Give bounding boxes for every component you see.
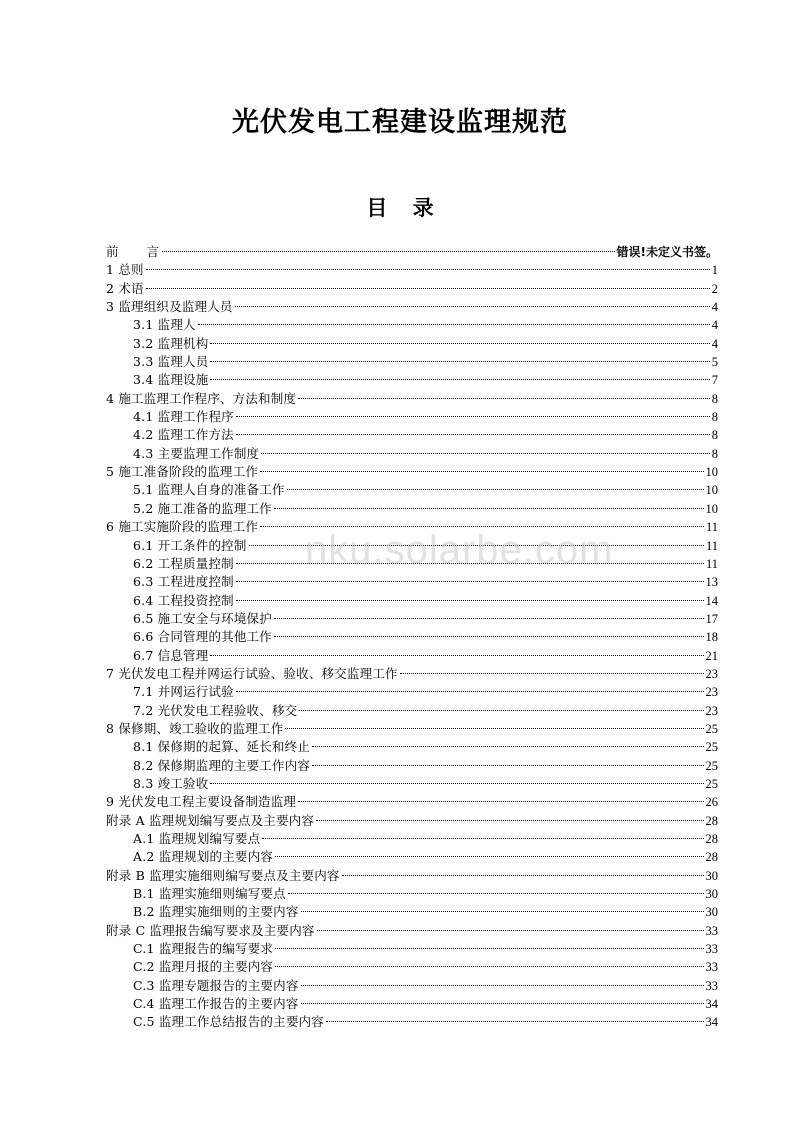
toc-entry-page: 4 [711, 318, 718, 333]
toc-entry-page: 34 [705, 997, 718, 1012]
toc-entry-label: 2 术语 [106, 280, 144, 296]
toc-entry-label: 3.4 监理设施 [133, 372, 209, 388]
toc-entry-label: C.5 监理工作总结报告的主要内容 [133, 1014, 324, 1030]
toc-entry-label: 6.6 合同管理的其他工作 [133, 629, 272, 645]
toc-entry[interactable] [106, 408, 718, 426]
toc-entry-label: C.1 监理报告的编写要求 [133, 941, 274, 957]
toc-entry-page: 8 [711, 391, 718, 406]
toc-leader-dots [298, 801, 703, 802]
toc-leader-dots [285, 728, 703, 729]
toc-leader-dots [400, 673, 704, 674]
toc-leader-dots [146, 269, 710, 270]
toc-leader-dots [236, 434, 710, 435]
toc-entry[interactable] [106, 885, 718, 903]
toc-entry[interactable] [106, 463, 718, 481]
toc-entry-page: 8 [711, 428, 718, 443]
toc-entry-page: 17 [705, 611, 718, 626]
toc-entry-label: 5.2 施工准备的监理工作 [133, 500, 272, 516]
toc-entry-page: 33 [705, 942, 718, 957]
toc-leader-dots [287, 489, 704, 490]
toc-entry[interactable] [106, 848, 718, 866]
toc-heading: 目 录 [366, 196, 434, 220]
toc-leader-dots [288, 893, 704, 894]
toc-entry-page: 33 [705, 923, 718, 938]
toc-leader-dots [236, 563, 704, 564]
toc-entry-page: 26 [705, 795, 718, 810]
toc-entry[interactable] [106, 610, 718, 628]
toc-entry-page: 4 [711, 300, 718, 315]
toc-leader-dots [275, 948, 703, 949]
toc-leader-dots [198, 324, 710, 325]
toc-entry-page: 34 [705, 1015, 718, 1030]
toc-leader-dots [236, 691, 704, 692]
toc-entry[interactable] [106, 775, 718, 793]
toc-entry[interactable] [106, 812, 718, 830]
toc-entry-label: 8 保修期、竣工验收的监理工作 [106, 720, 284, 736]
toc-leader-dots [301, 1003, 704, 1004]
toc-entry-page: 2 [711, 281, 718, 296]
toc-entry[interactable] [106, 702, 718, 720]
toc-leader-dots [236, 600, 704, 601]
toc-entry-page: 25 [705, 776, 718, 791]
toc-entry-page: 30 [705, 887, 718, 902]
toc-entry-page: 10 [705, 465, 718, 480]
toc-leader-dots [210, 783, 703, 784]
toc-entry[interactable] [106, 683, 718, 701]
toc-entry-label: A.2 监理规划的主要内容 [133, 849, 274, 865]
toc-entry-page: 错误!未定义书签。 [616, 245, 718, 259]
toc-leader-dots [326, 1021, 704, 1022]
toc-entry-page: 8 [711, 410, 718, 425]
toc-entry-label: 5.1 监理人自身的准备工作 [133, 482, 285, 498]
toc-entry-label: 6.5 施工安全与环境保护 [133, 610, 272, 626]
toc-leader-dots [260, 526, 704, 527]
toc-entry[interactable] [106, 958, 718, 976]
toc-leader-dots [312, 746, 703, 747]
toc-entry-label: B.1 监理实施细则编写要点 [133, 886, 286, 902]
toc-entry-page: 25 [705, 740, 718, 755]
toc-leader-dots [301, 985, 704, 986]
toc-entry-page: 25 [705, 721, 718, 736]
toc-entry-page: 25 [705, 758, 718, 773]
toc-entry-page: 14 [705, 593, 718, 608]
toc-entry[interactable] [106, 903, 718, 921]
toc-entry-label: 3.1 监理人 [133, 317, 196, 333]
toc-entry[interactable] [106, 261, 718, 279]
toc-leader-dots [298, 398, 710, 399]
toc-entry[interactable] [106, 537, 718, 555]
toc-entry[interactable] [106, 353, 718, 371]
toc-leader-dots [210, 361, 709, 362]
toc-entry[interactable] [106, 280, 718, 298]
toc-leader-dots [342, 875, 704, 876]
toc-entry-label: C.3 监理专题报告的主要内容 [133, 977, 299, 993]
toc-entry[interactable] [106, 500, 718, 518]
toc-entry-label: 前 言 [106, 244, 161, 259]
toc-entry[interactable] [106, 628, 718, 646]
toc-entry-label: 1 总则 [106, 262, 144, 278]
toc-entry-label: 7.2 光伏发电工程验收、移交 [133, 702, 298, 718]
toc-leader-dots [299, 710, 703, 711]
toc-entry-page: 28 [705, 813, 718, 828]
toc-entry-page: 11 [705, 538, 718, 553]
toc-entry[interactable] [106, 738, 718, 756]
toc-entry-label: B.2 监理实施细则的主要内容 [133, 904, 299, 920]
table-of-contents [106, 243, 718, 1032]
toc-entry[interactable] [106, 390, 718, 408]
document-title: 光伏发电工程建设监理规范 [232, 107, 568, 138]
toc-entry-page: 23 [705, 685, 718, 700]
toc-leader-dots [262, 838, 703, 839]
toc-leader-dots [210, 655, 703, 656]
toc-entry-label: A.1 监理规划编写要点 [133, 831, 261, 846]
toc-entry-label: 7 光伏发电工程并网运行试验、验收、移交监理工作 [106, 665, 398, 681]
toc-entry-label: 4.2 监理工作方法 [133, 427, 234, 443]
toc-leader-dots [274, 636, 704, 637]
toc-entry-label: 9 光伏发电工程主要设备制造监理 [106, 794, 297, 810]
toc-entry-label: C.4 监理工作报告的主要内容 [133, 996, 299, 1012]
toc-entry[interactable] [106, 995, 718, 1013]
toc-leader-dots [274, 508, 704, 509]
toc-entry-page: 30 [705, 868, 718, 883]
toc-leader-dots [316, 820, 703, 821]
toc-entry-page: 1 [711, 263, 718, 278]
toc-entry-label: 8.1 保修期的起算、延长和终止 [133, 739, 311, 755]
toc-entry-label: 6 施工实施阶段的监理工作 [106, 519, 259, 535]
toc-leader-dots [301, 911, 704, 912]
toc-entry-page: 18 [705, 630, 718, 645]
toc-entry[interactable] [106, 720, 718, 738]
toc-entry-label: 8.2 保修期监理的主要工作内容 [133, 757, 311, 773]
toc-entry-label: 8.3 竣工验收 [133, 775, 209, 791]
toc-leader-dots [312, 765, 703, 766]
toc-entry[interactable] [106, 647, 718, 665]
toc-leader-dots [162, 251, 615, 252]
toc-leader-dots [146, 288, 710, 289]
toc-leader-dots [275, 856, 703, 857]
toc-entry[interactable] [106, 426, 718, 444]
toc-entry-page: 28 [705, 832, 718, 846]
toc-entry-page: 13 [705, 575, 718, 590]
toc-leader-dots [274, 618, 704, 619]
toc-entry[interactable] [106, 867, 718, 885]
toc-entry-page: 11 [705, 556, 718, 571]
toc-entry-label: 6.7 信息管理 [133, 647, 209, 663]
toc-entry-page: 10 [705, 483, 718, 498]
toc-leader-dots [236, 581, 704, 582]
toc-leader-dots [210, 343, 709, 344]
toc-entry[interactable] [106, 1013, 718, 1031]
toc-entry-page: 8 [711, 446, 718, 461]
toc-entry[interactable] [106, 335, 718, 353]
toc-entry-label: 5 施工准备阶段的监理工作 [106, 464, 259, 480]
toc-entry-page: 21 [705, 648, 718, 663]
toc-entry[interactable] [106, 445, 718, 463]
toc-entry-label: 3.3 监理人员 [133, 354, 209, 370]
toc-entry-label: C.2 监理月报的主要内容 [133, 959, 274, 975]
toc-entry[interactable] [106, 757, 718, 775]
toc-entry[interactable] [106, 830, 718, 848]
toc-entry-page: 4 [711, 336, 718, 351]
toc-entry-label: 6.4 工程投资控制 [133, 592, 234, 608]
toc-entry-page: 23 [705, 703, 718, 718]
toc-entry[interactable] [106, 592, 718, 610]
toc-entry[interactable] [106, 243, 718, 261]
toc-leader-dots [260, 471, 703, 472]
toc-entry-label: 4 施工监理工作程序、方法和制度 [106, 390, 297, 406]
toc-entry-page: 33 [705, 960, 718, 975]
toc-leader-dots [210, 379, 709, 380]
toc-entry-label: 6.3 工程进度控制 [133, 574, 234, 590]
toc-entry-label: 7.1 并网运行试验 [133, 684, 234, 700]
toc-entry[interactable] [106, 573, 718, 591]
toc-entry-page: 30 [705, 905, 718, 920]
toc-entry[interactable] [106, 555, 718, 573]
toc-entry[interactable] [106, 518, 718, 536]
toc-entry[interactable] [106, 977, 718, 995]
toc-leader-dots [317, 930, 704, 931]
toc-entry[interactable] [106, 793, 718, 811]
toc-leader-dots [249, 545, 704, 546]
toc-entry[interactable] [106, 481, 718, 499]
toc-leader-dots [236, 416, 710, 417]
toc-leader-dots [235, 306, 710, 307]
toc-entry-page: 33 [705, 978, 718, 993]
toc-entry-page: 5 [711, 355, 718, 370]
toc-entry-page: 10 [705, 501, 718, 516]
toc-entry-label: 4.3 主要监理工作制度 [133, 445, 260, 461]
toc-entry-label: 3 监理组织及监理人员 [106, 299, 233, 315]
toc-entry-label: 6.2 工程质量控制 [133, 555, 234, 571]
toc-entry-page: 23 [705, 666, 718, 681]
toc-entry[interactable] [106, 665, 718, 683]
toc-entry-page: 7 [711, 373, 718, 388]
toc-entry-label: 附录 B 监理实施细则编写要点及主要内容 [106, 867, 340, 883]
watermark: nku.solarbe.com [305, 528, 614, 572]
toc-entry-label: 附录 A 监理规划编写要点及主要内容 [106, 812, 315, 828]
toc-entry[interactable] [106, 940, 718, 958]
toc-entry[interactable] [106, 298, 718, 316]
toc-entry-label: 6.1 开工条件的控制 [133, 537, 247, 553]
toc-entry[interactable] [106, 371, 718, 389]
toc-entry[interactable] [106, 922, 718, 940]
toc-entry-page: 28 [705, 850, 718, 865]
toc-entry-label: 3.2 监理机构 [133, 335, 209, 351]
toc-leader-dots [275, 966, 703, 967]
toc-leader-dots [261, 453, 709, 454]
toc-entry-label: 附录 C 监理报告编写要求及主要内容 [106, 922, 315, 938]
toc-entry-label: 4.1 监理工作程序 [133, 409, 234, 425]
toc-entry[interactable] [106, 316, 718, 334]
toc-entry-page: 11 [705, 520, 718, 535]
